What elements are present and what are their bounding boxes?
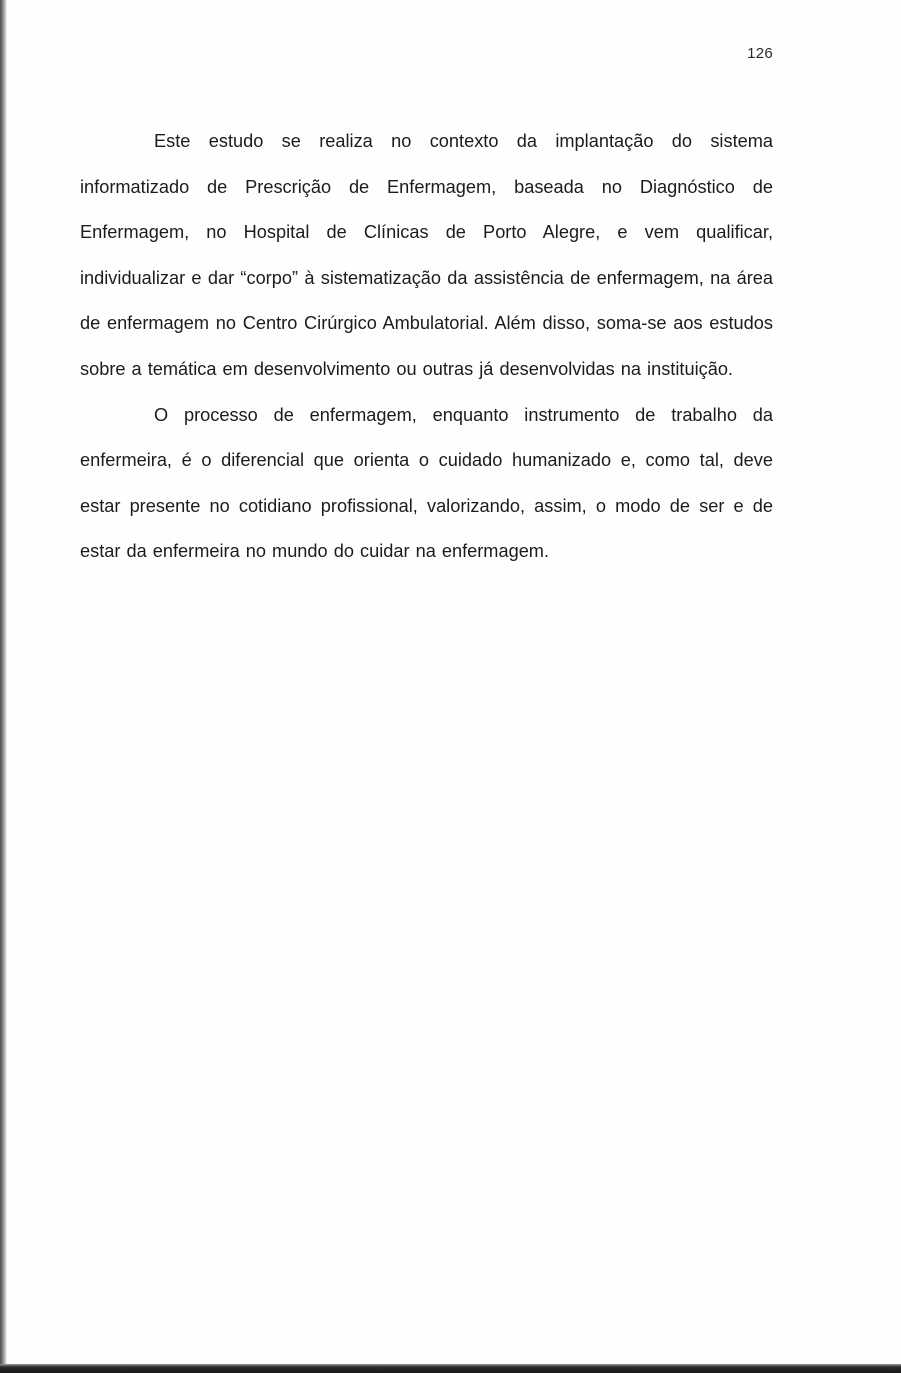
scan-left-edge [0, 0, 7, 1373]
page-number: 126 [747, 45, 773, 62]
paragraph-2: O processo de enfermagem, enquanto instrumento de trabalho da enfermeira, é o diferencial que orienta o cuidado humanizado e, como tal, deve estar presente no cotidiano profissional, valorizando, assim, o modo de ser e de estar da enfermeira no mundo do cuidar na enfermagem. [80, 404, 773, 562]
scan-bottom-edge [0, 1364, 901, 1373]
paragraph-1: Este estudo se realiza no contexto da implantação do sistema informatizado de Prescrição de Enfermagem, baseada no Diagnóstico de Enfermagem, no Hospital de Clínicas de Porto Alegre, e vem qualificar, individualizar e dar “corpo” à sistematização da assistência de enfermagem, na área de enfermagem no Centro Cirúrgico Ambulatorial. Além disso, soma-se aos estudos sobre a temática em desenvolvimento ou outras já desenvolvidas na instituição. [80, 131, 773, 379]
body-text [80, 119, 773, 575]
